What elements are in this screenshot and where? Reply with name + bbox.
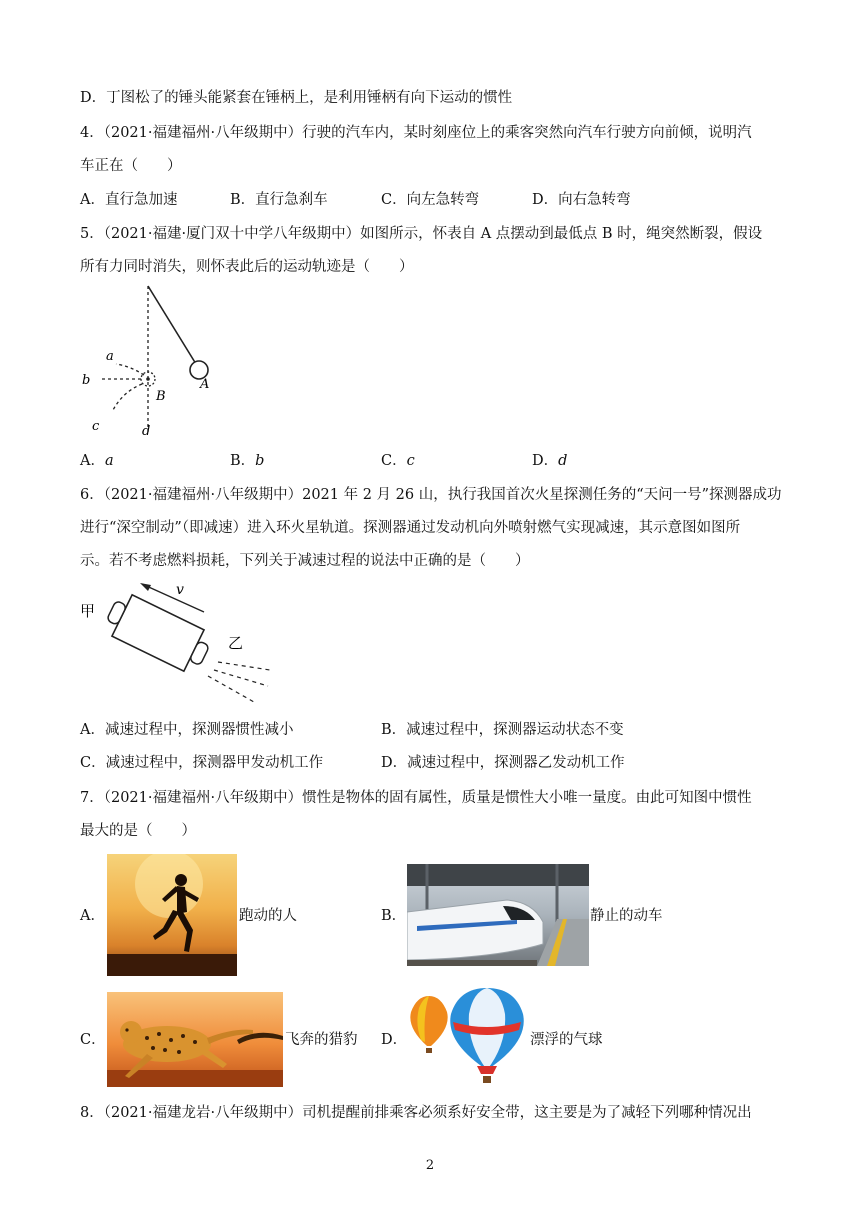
label-a: a bbox=[106, 349, 114, 364]
pendulum-diagram bbox=[78, 282, 228, 442]
label-B: B bbox=[156, 389, 166, 404]
q6-stem-line1: 6．（2021·福建福州·八年级期中）2021 年 2 月 26 山，执行我国首次火星探测任务的“天问一号”探测器成功 bbox=[80, 487, 782, 503]
q7-option-c-caption: 飞奔的猎豹 bbox=[285, 1032, 358, 1048]
label-v: v bbox=[176, 582, 184, 598]
q7-option-b-caption: 静止的动车 bbox=[590, 908, 663, 924]
point-B-dot bbox=[146, 377, 150, 381]
q7-stem-line2: 最大的是（ ） bbox=[80, 823, 196, 839]
label-jia: 甲 bbox=[80, 602, 96, 620]
label-A: A bbox=[200, 377, 210, 392]
high-speed-train-image bbox=[407, 864, 589, 966]
probe-body bbox=[101, 590, 215, 677]
trajectory-c bbox=[112, 384, 142, 412]
q6-option-a: A．减速过程中，探测器惯性减小 bbox=[80, 722, 294, 738]
q4-option-c: C．向左急转弯 bbox=[381, 192, 480, 208]
trajectory-a bbox=[116, 364, 144, 375]
q6-option-c: C．减速过程中，探测器甲发动机工作 bbox=[80, 755, 324, 771]
q7-option-d-prefix: D． bbox=[381, 1032, 408, 1048]
q5-option-b: B．b bbox=[230, 453, 265, 469]
q6-stem-line3: 示。若不考虑燃料损耗，下列关于减速过程的说法中正确的是（ ） bbox=[80, 553, 530, 569]
q7-option-d-caption: 漂浮的气球 bbox=[530, 1032, 603, 1048]
q7-option-a-caption: 跑动的人 bbox=[239, 908, 297, 924]
label-b: b bbox=[82, 373, 91, 388]
q7-option-c-prefix: C． bbox=[80, 1032, 106, 1048]
running-cheetah-image bbox=[107, 992, 283, 1087]
q6-option-d: D．减速过程中，探测器乙发动机工作 bbox=[381, 755, 625, 771]
q4-stem-line1: 4．（2021·福建福州·八年级期中）行驶的汽车内，某时刻座位上的乘客突然向汽车行驶方向前倾，说明汽 bbox=[80, 125, 752, 141]
q5-option-d: D．d bbox=[532, 453, 568, 469]
pendulum-string bbox=[148, 286, 196, 364]
q5-option-c: C．c bbox=[381, 453, 415, 469]
q4-option-b: B．直行急刹车 bbox=[230, 192, 328, 208]
q3-option-d: D．丁图松了的锤头能紧套在锤柄上，是利用锤柄有向下运动的惯性 bbox=[80, 90, 513, 106]
label-c: c bbox=[92, 419, 100, 434]
q7-option-b-prefix: B． bbox=[381, 908, 407, 924]
q8-stem-line1: 8．（2021·福建龙岩·八年级期中）司机提醒前排乘客必须系好安全带，这主要是为了减轻下列哪种情况出 bbox=[80, 1105, 752, 1121]
q5-stem-line2: 所有力同时消失，则怀表此后的运动轨迹是（ ） bbox=[80, 259, 414, 275]
probe-diagram bbox=[78, 578, 278, 708]
velocity-arrowhead bbox=[140, 583, 151, 591]
exhaust-line-1 bbox=[218, 662, 270, 670]
q6-stem-line2: 进行“深空制动”（即减速）进入环火星轨道。探测器通过发动机向外喷射燃气实现减速，其示意图如图所 bbox=[80, 520, 741, 536]
q5-stem-line1: 5．（2021·福建·厦门双十中学八年级期中）如图所示，怀表自 A 点摆动到最低点 B 时，绳突然断裂，假设 bbox=[80, 226, 763, 242]
q5-option-a: A．a bbox=[80, 453, 114, 469]
q7-stem-line1: 7．（2021·福建福州·八年级期中）惯性是物体的固有属性，质量是惯性大小唯一量度。由此可知图中惯性 bbox=[80, 790, 752, 806]
label-d: d bbox=[142, 424, 151, 439]
page-number: 2 bbox=[425, 1158, 435, 1173]
q4-option-a: A．直行急加速 bbox=[80, 192, 178, 208]
q6-option-b: B．减速过程中，探测器运动状态不变 bbox=[381, 722, 624, 738]
hot-air-balloons-image bbox=[407, 984, 529, 1092]
q4-stem-line2: 车正在（ ） bbox=[80, 158, 182, 174]
q7-option-a-prefix: A． bbox=[80, 908, 105, 924]
q4-option-d: D．向右急转弯 bbox=[532, 192, 631, 208]
running-person-image bbox=[107, 854, 237, 976]
label-yi: 乙 bbox=[228, 634, 244, 652]
